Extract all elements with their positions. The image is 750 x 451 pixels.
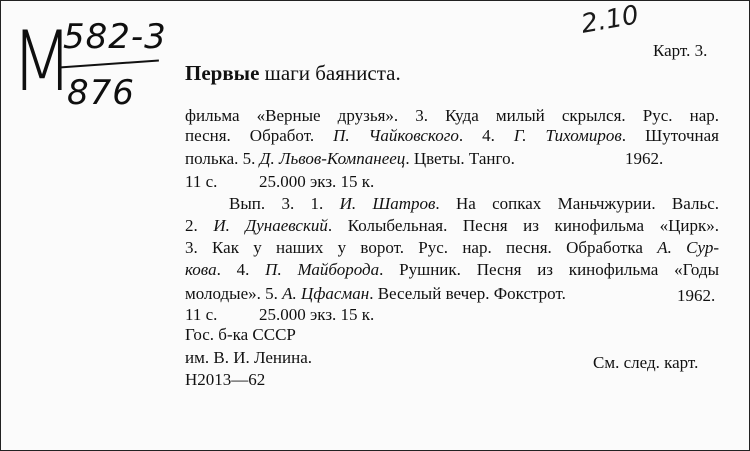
composer-name: П. Чайковского bbox=[333, 126, 459, 145]
text-span: . Шуточная bbox=[621, 126, 719, 145]
composer-name: Г. Тихомиров bbox=[513, 126, 622, 145]
handwritten-corner-mark: 2.10 bbox=[578, 0, 642, 40]
library-name-2: им. В. И. Ленина. bbox=[185, 348, 313, 367]
text-span: . Колыбельная. Песня из кинофильма «Цирк». bbox=[327, 216, 719, 235]
handwritten-shelf-bottom: 876 bbox=[67, 73, 135, 113]
card-title bbox=[185, 61, 401, 86]
library-name: Гос. б-ка СССР bbox=[185, 325, 296, 344]
part3-copies: 25.000 экз. 15 к. bbox=[259, 305, 375, 324]
text-span: . Рушник. Песня из кинофильма «Годы bbox=[379, 260, 720, 279]
text-span: 2. bbox=[185, 216, 214, 235]
composer-name: И. Дунаевский bbox=[213, 216, 328, 235]
composer-name: А. Сур- bbox=[657, 238, 719, 257]
part3-line-1 bbox=[229, 194, 719, 214]
title-rest: шаги баяниста. bbox=[259, 61, 401, 85]
part3-line-4 bbox=[185, 260, 719, 280]
card-number: Карт. 3. bbox=[653, 41, 708, 60]
part3-pages: 11 с. bbox=[185, 305, 218, 324]
text-span: . Цветы. Танго. bbox=[405, 149, 515, 168]
part2-line-2 bbox=[185, 126, 719, 146]
composer-name: Д. Львов-Компанеец bbox=[259, 149, 406, 168]
part2-line-1: фильма «Верные друзья». 3. Куда милый скрылся. Рус. нар. bbox=[185, 106, 719, 125]
text-span: . 4. bbox=[458, 126, 514, 145]
part2-copies: 25.000 экз. 15 к. bbox=[259, 172, 375, 191]
text-span: Вып. 3. 1. bbox=[229, 194, 340, 213]
part3-line-3 bbox=[185, 238, 719, 258]
composer-name: П. Майборода bbox=[265, 260, 380, 279]
text-span: . 4. bbox=[216, 260, 266, 279]
composer-name: И. Шатров bbox=[339, 194, 436, 213]
handwritten-letter: M bbox=[11, 13, 75, 110]
handwritten-shelf-mark bbox=[7, 11, 177, 121]
text-span: 3. Как у наших у ворот. Рус. нар. песня. Обработка bbox=[185, 238, 658, 257]
part2-pages: 11 с. bbox=[185, 172, 218, 191]
text-span: молодые». 5. bbox=[185, 284, 283, 303]
text-span: песня. Обработ. bbox=[185, 126, 334, 145]
see-next-card: См. след. карт. bbox=[593, 353, 699, 372]
handwritten-shelf-top: 582-3 bbox=[63, 17, 167, 57]
library-code: Н2013—62 bbox=[185, 370, 266, 389]
text-span: . Веселый вечер. Фокстрот. bbox=[369, 284, 566, 303]
title-bold: Первые bbox=[185, 61, 260, 85]
part3-line-2 bbox=[185, 216, 719, 236]
part2-year: 1962. bbox=[625, 149, 664, 168]
text-span: . На сопках Маньчжурии. Вальс. bbox=[435, 194, 719, 213]
text-span: полька. 5. bbox=[185, 149, 260, 168]
part3-year: 1962. bbox=[677, 286, 716, 305]
composer-name: А. Цфасман bbox=[282, 284, 370, 303]
part3-line-5 bbox=[185, 284, 719, 304]
composer-name: кова bbox=[185, 260, 217, 279]
